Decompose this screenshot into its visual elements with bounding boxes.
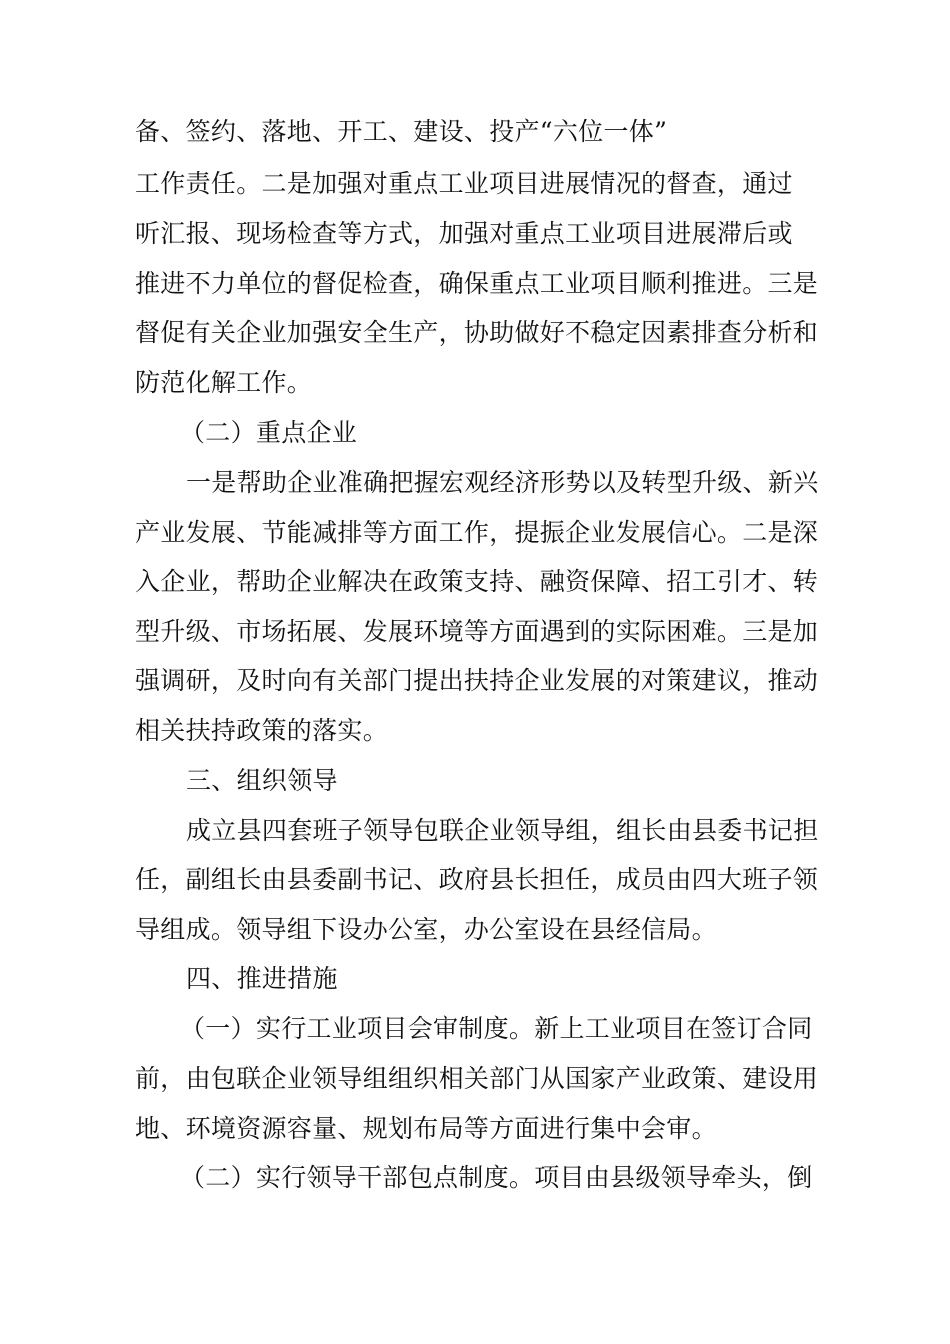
paragraph-line: 推进不力单位的督促检查，确保重点工业项目顺利推进。三是	[135, 269, 819, 298]
paragraph-line: 成立县四套班子领导包联企业领导组，组长由县委书记担	[186, 816, 819, 845]
paragraph-line: 导组成。领导组下设办公室，办公室设在县经信局。	[135, 915, 717, 944]
paragraph-line: 工作责任。二是加强对重点工业项目进展情况的督查，通过	[135, 169, 793, 198]
section-heading: （二）重点企业	[180, 418, 358, 447]
paragraph-line: 产业发展、节能减排等方面工作，提振企业发展信心。二是深	[135, 518, 819, 547]
paragraph-line: 一是帮助企业准确把握宏观经济形势以及转型升级、新兴	[186, 468, 819, 497]
paragraph-line: 听汇报、现场检查等方式，加强对重点工业项目进展滞后或	[135, 219, 793, 248]
section-heading: 三、组织领导	[186, 766, 338, 795]
paragraph-line: 前，由包联企业领导组组织相关部门从国家产业政策、建设用	[135, 1064, 819, 1093]
paragraph-line: （二）实行领导干部包点制度。项目由县级领导牵头，倒	[180, 1163, 813, 1192]
paragraph-line: （一）实行工业项目会审制度。新上工业项目在签订合同	[180, 1014, 813, 1043]
paragraph-line: 地、环境资源容量、规划布局等方面进行集中会审。	[135, 1114, 717, 1143]
paragraph-line: 备、签约、落地、开工、建设、投产“六位一体”	[135, 117, 668, 146]
paragraph-line: 防范化解工作。	[135, 368, 313, 397]
section-heading: 四、推进措施	[186, 964, 338, 993]
paragraph-line: 督促有关企业加强安全生产，协助做好不稳定因素排查分析和	[135, 318, 819, 347]
paragraph-line: 强调研，及时向有关部门提出扶持企业发展的对策建议，推动	[135, 666, 819, 695]
paragraph-line: 相关扶持政策的落实。	[135, 716, 389, 745]
paragraph-line: 型升级、市场拓展、发展环境等方面遇到的实际困难。三是加	[135, 617, 819, 646]
paragraph-line: 任，副组长由县委副书记、政府县长担任，成员由四大班子领	[135, 865, 819, 894]
paragraph-line: 入企业，帮助企业解决在政策支持、融资保障、招工引才、转	[135, 567, 819, 596]
